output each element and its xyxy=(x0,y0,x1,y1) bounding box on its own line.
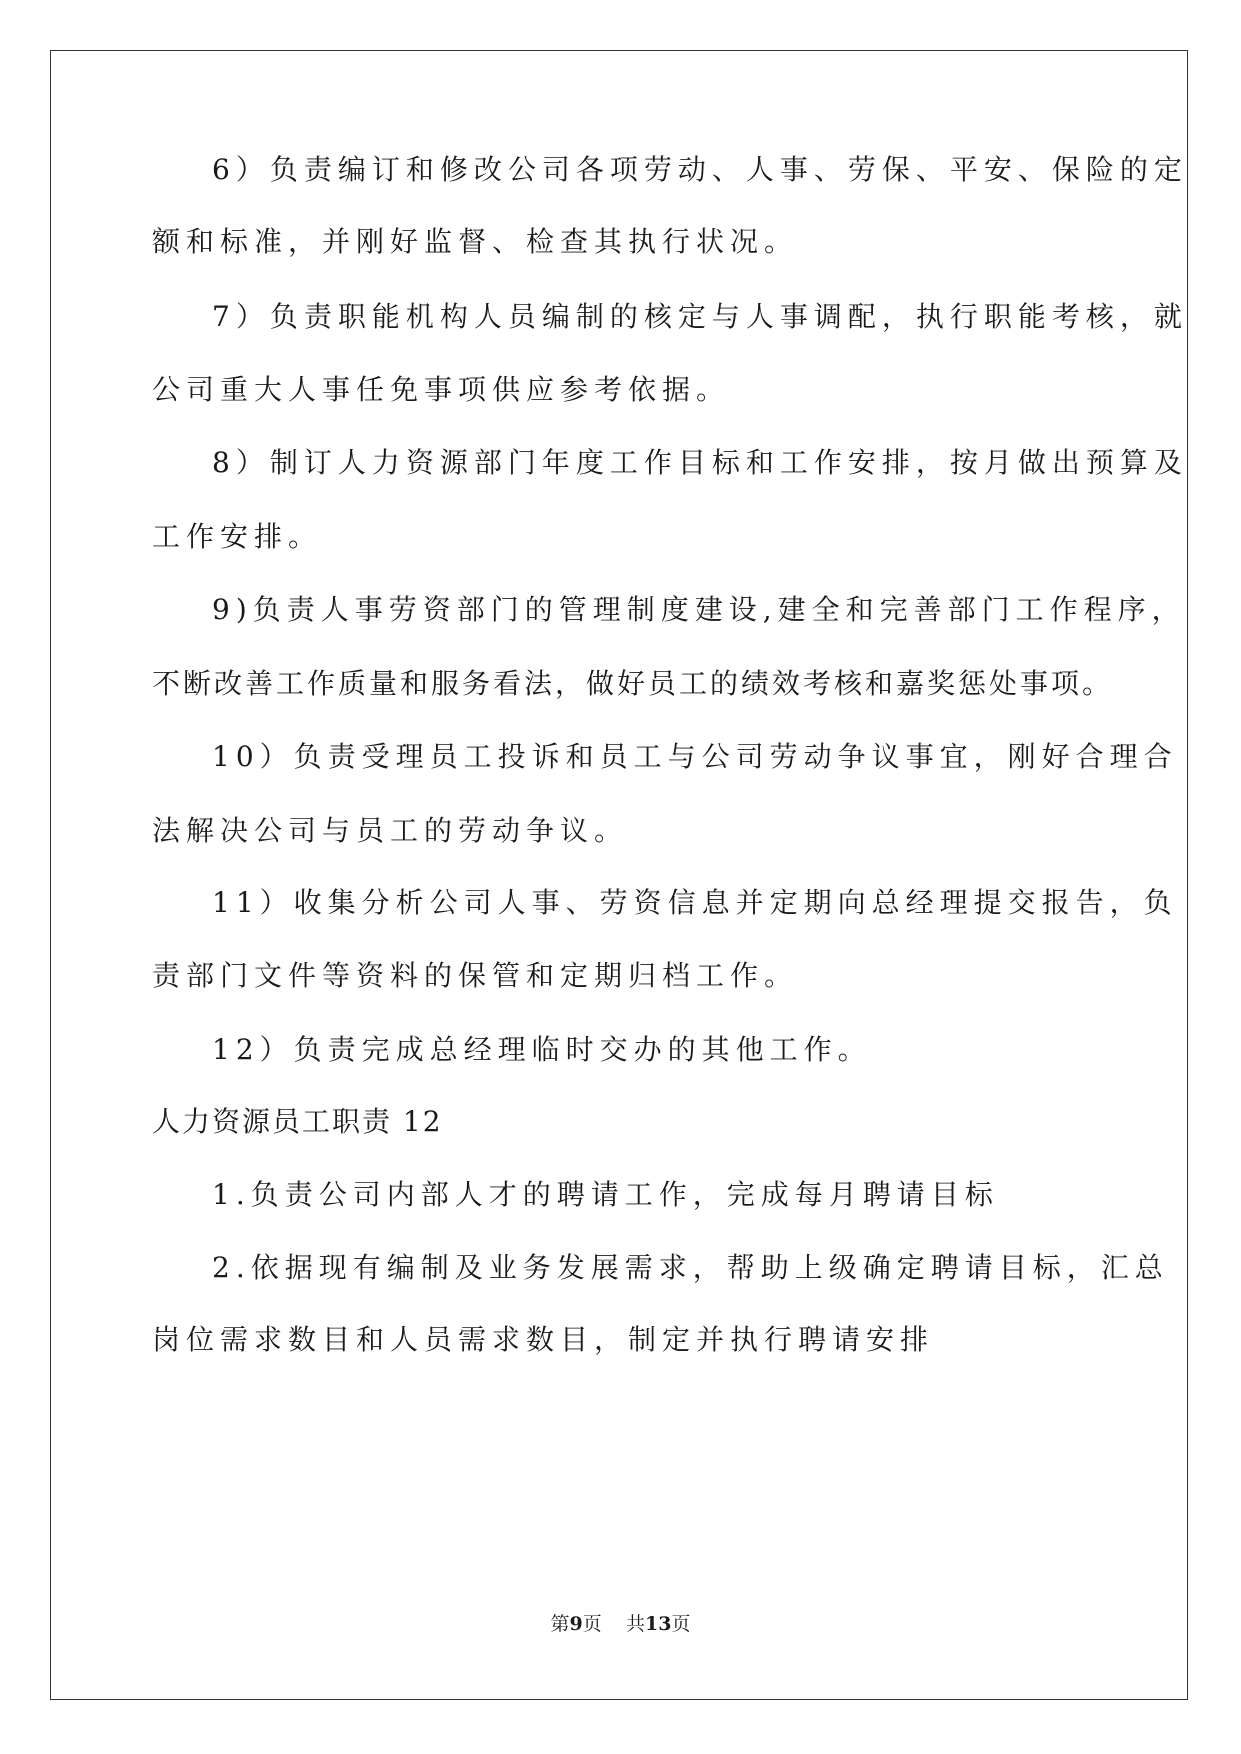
footer-page-suffix: 页 xyxy=(582,1613,602,1635)
paragraph-line: 公司重大人事任免事项供应参考依据。 xyxy=(152,373,731,406)
footer-total-number: 13 xyxy=(644,1613,672,1635)
section-heading: 人力资源员工职责 12 xyxy=(152,1105,443,1138)
footer-total-suffix: 页 xyxy=(671,1613,691,1635)
paragraph-line: 11）收集分析公司人事、劳资信息并定期向总经理提交报告，负 xyxy=(212,886,1178,919)
paragraph-line: 8）制订人力资源部门年度工作目标和工作安排，按月做出预算及 xyxy=(212,446,1188,479)
paragraph-line: 6）负责编订和修改公司各项劳动、人事、劳保、平安、保险的定 xyxy=(212,153,1188,186)
paragraph-line: 责部门文件等资料的保管和定期归档工作。 xyxy=(152,959,799,992)
list-item-line: 岗位需求数目和人员需求数目，制定并执行聘请安排 xyxy=(152,1323,935,1356)
paragraph-line: 不断改善工作质量和服务看法，做好员工的绩效考核和嘉奖惩处事项。 xyxy=(152,667,1114,700)
list-item-line: 2.依据现有编制及业务发展需求，帮助上级确定聘请目标，汇总 xyxy=(212,1251,1169,1284)
footer-total-prefix: 共 xyxy=(625,1613,645,1635)
paragraph-line: 12）负责完成总经理临时交办的其他工作。 xyxy=(212,1033,872,1066)
paragraph-line: 法解决公司与员工的劳动争议。 xyxy=(152,814,629,847)
footer-page-prefix: 第 xyxy=(550,1613,570,1635)
paragraph-line: 9)负责人事劳资部门的管理制度建设,建全和完善部门工作程序， xyxy=(212,593,1186,626)
footer-page-number: 9 xyxy=(569,1613,583,1635)
list-item-line: 1.负责公司内部人才的聘请工作，完成每月聘请目标 xyxy=(212,1178,999,1211)
paragraph-line: 10）负责受理员工投诉和员工与公司劳动争议事宜，刚好合理合 xyxy=(212,740,1178,773)
page-footer xyxy=(0,1612,1241,1636)
paragraph-line: 7）负责职能机构人员编制的核定与人事调配，执行职能考核，就 xyxy=(212,300,1188,333)
paragraph-line: 额和标准，并刚好监督、检查其执行状况。 xyxy=(152,225,799,258)
paragraph-line: 工作安排。 xyxy=(152,520,323,553)
